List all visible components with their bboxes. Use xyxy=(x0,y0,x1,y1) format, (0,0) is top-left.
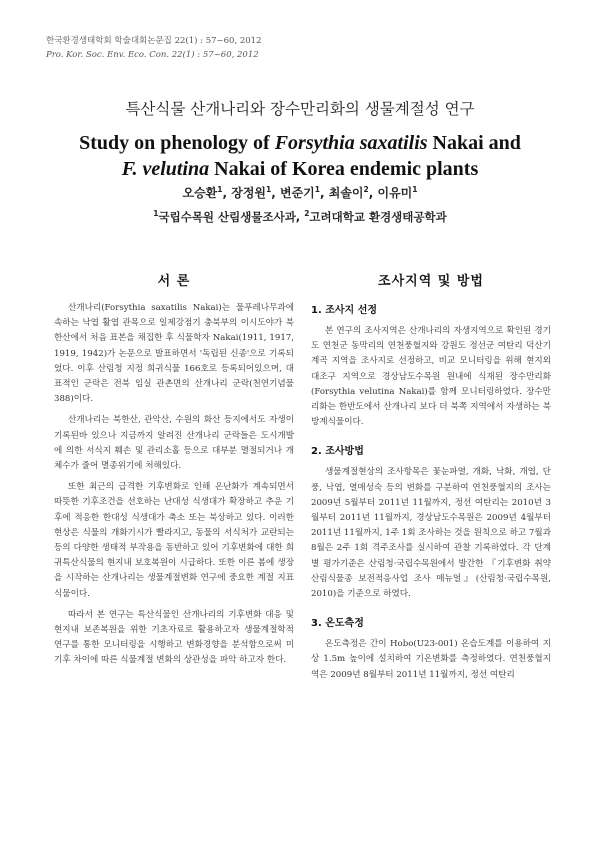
journal-header-ko: 한국환경생태학회 학술대회논문집 22(1) : 57~60, 2012 xyxy=(46,36,262,46)
methods-sub-3: 3. 온도측정 xyxy=(311,618,364,630)
affil-2: 고려대학교 환경생태공학과 xyxy=(309,210,447,224)
title-en-part1: Study on phenology of xyxy=(79,132,275,154)
author: 변준기$^1$ xyxy=(280,185,320,200)
affiliations xyxy=(0,209,600,225)
methods-heading: 조사지역 및 방법 xyxy=(378,274,484,289)
methods-sub-1: 1. 조사지 선정 xyxy=(311,305,378,316)
title-en-part3: Nakai of Korea endemic plants xyxy=(209,158,479,180)
author: 최솔이$^2$ xyxy=(328,185,369,200)
methods-paragraph-3: 온도측정은 간이 Hobo(U23-001) 온습도계를 이용하여 지상 1.5m 높이에 설치하여 기온변화를 측정하였다. 연천풍혈지역은 2009년 8월부터 2011년 11월까지, 정선 여탄리 xyxy=(311,639,551,680)
intro-paragraph-4: 따라서 본 연구는 특산식물인 산개나리의 기후변화 대응 및 현지내 보존복원을 위한 기초자료로 활용하고자 생물계절학적 연구를 통한 모니터링을 시행하고 변화경향을 분석함으로써 미기후 차이에 따른 식물계절 변화의 상관성을 파악 하고자 한다. xyxy=(54,609,294,666)
title-en-species1: Forsythia saxatilis xyxy=(274,132,428,154)
title-en-species2: F. velutina xyxy=(121,158,210,180)
intro-paragraph-3: 또한 최근의 급격한 기후변화로 인해 온난화가 계속되면서 따뜻한 기후조건을 선호하는 난대성 식생대가 확장하고 추운 기후에 적응한 한대성 식생대가 축소 또는 북상하고 있다. 이러한 현상은 식물의 개화기시가 빨라지고, 동물의 서식처가 교란되는 등의 다양한 생태적 부작용을 동반하고 있어 기후변화에 대한 희귀특산식물의 현지내 보호복원이 시급하다. 또한 이른 봄에 생장을 시작하는 산개나리는 생물계절변화 연구에 중요한 계절 지표식물이다. xyxy=(54,482,294,599)
author-list: 오승환$^1$, 장정원$^1$, 변준기$^1$, 최솔이$^2$, 이유미$^1$ xyxy=(182,185,418,200)
author: 장정원$^1$ xyxy=(231,185,272,200)
methods-paragraph-1: 본 연구의 조사지역은 산개나리의 자생지역으로 확인된 경기도 연천군 동막리의 연천풍혈지와 강원도 정선군 여탄리 덕산기계곡 지역을 조사지로 선정하고, 비교 모니터링을 위해 현지외 대조구 지역으로 경상남도수목원 원내에 식재된 장수만리화(Forsythia velutina Nakai)를 함께 모니터링하였다. 장수만리화는 한반도에서 산개나리 보다 더 북쪽 지역에서 자생하는 북방계식물이다. xyxy=(311,326,551,428)
methods-sub-2: 2. 조사방법 xyxy=(311,446,364,458)
intro-paragraph-1: 산개나리(Forsythia saxatilis Nakai)는 물푸레나무과에 속하는 낙엽 활엽 관목으로 일제강점기 충북부의 이시도야가 북한산에서 처음 표본을 채집한 후 식물학자 Nakai(1911, 1917, 1919, 1942)가 논문으로 발표하면서 '독립된 신종'으로 기록되었다. 이후 산림청 지정 희귀식물 166호로 등록되어있으며, 대표적인 군락은 전북 임실 관촌면의 산개나리 군락(천연기념물 388)이다. xyxy=(54,303,294,405)
title-korean: 특산식물 산개나리와 장수만리화의 생물계절성 연구 xyxy=(125,100,475,118)
intro-paragraph-2: 산개나리는 북한산, 관악산, 수원의 화산 등지에서도 자생이 기록된바 있으나 지금까지 알려진 산개나리 군락들은 도시개발에 의한 서식지 훼손 및 관리소홀 등으로 대부분 멸절되거나 개체수가 줄어 멸종위기에 처해있다. xyxy=(54,415,294,472)
affil-1: 국립수목원 산림생물조사과, xyxy=(158,210,305,224)
title-en-part2: Nakai and xyxy=(427,132,521,154)
journal-header xyxy=(46,34,261,62)
author: 오승환$^1$ xyxy=(182,185,223,200)
methods-paragraph-2: 생물계절현상의 조사항목은 꽃눈파열, 개화, 낙화, 개엽, 단풍, 낙엽, 열매성숙 등의 변화를 구분하여 연천풍혈지의 조사는 2009년 5월부터 2011년 11월까지, 정선 여탄리는 2010년 3월부터 2011년 11월까지, 경상남도수목원은 2009년 4월부터 2011년 11월까지, 1주 1회 조사하는 것을 원칙으로 하고 7월과 8월은 2주 1회 격주조사를 실시하여 관찰 기록하였다. 각 단계별 평가기준은 산림청·국립수목원에서 발간한 『기후변화 취약 산림식물종 보전적응사업 조사 매뉴얼』(산림청·국립수목원, 2010)을 기준으로 하였다. xyxy=(311,467,551,600)
intro-column xyxy=(54,270,294,669)
journal-header-en: Pro. Kor. Soc. Env. Eco. Con. 22(1) : 57~60, 2012 xyxy=(46,50,259,60)
author: 이유미$^1$ xyxy=(377,185,418,200)
title-english xyxy=(0,130,600,182)
affil-sup-1: 1 xyxy=(153,209,159,219)
affil-sup-2: 2 xyxy=(304,209,310,219)
intro-heading: 서 론 xyxy=(157,274,191,289)
methods-column xyxy=(311,270,551,683)
